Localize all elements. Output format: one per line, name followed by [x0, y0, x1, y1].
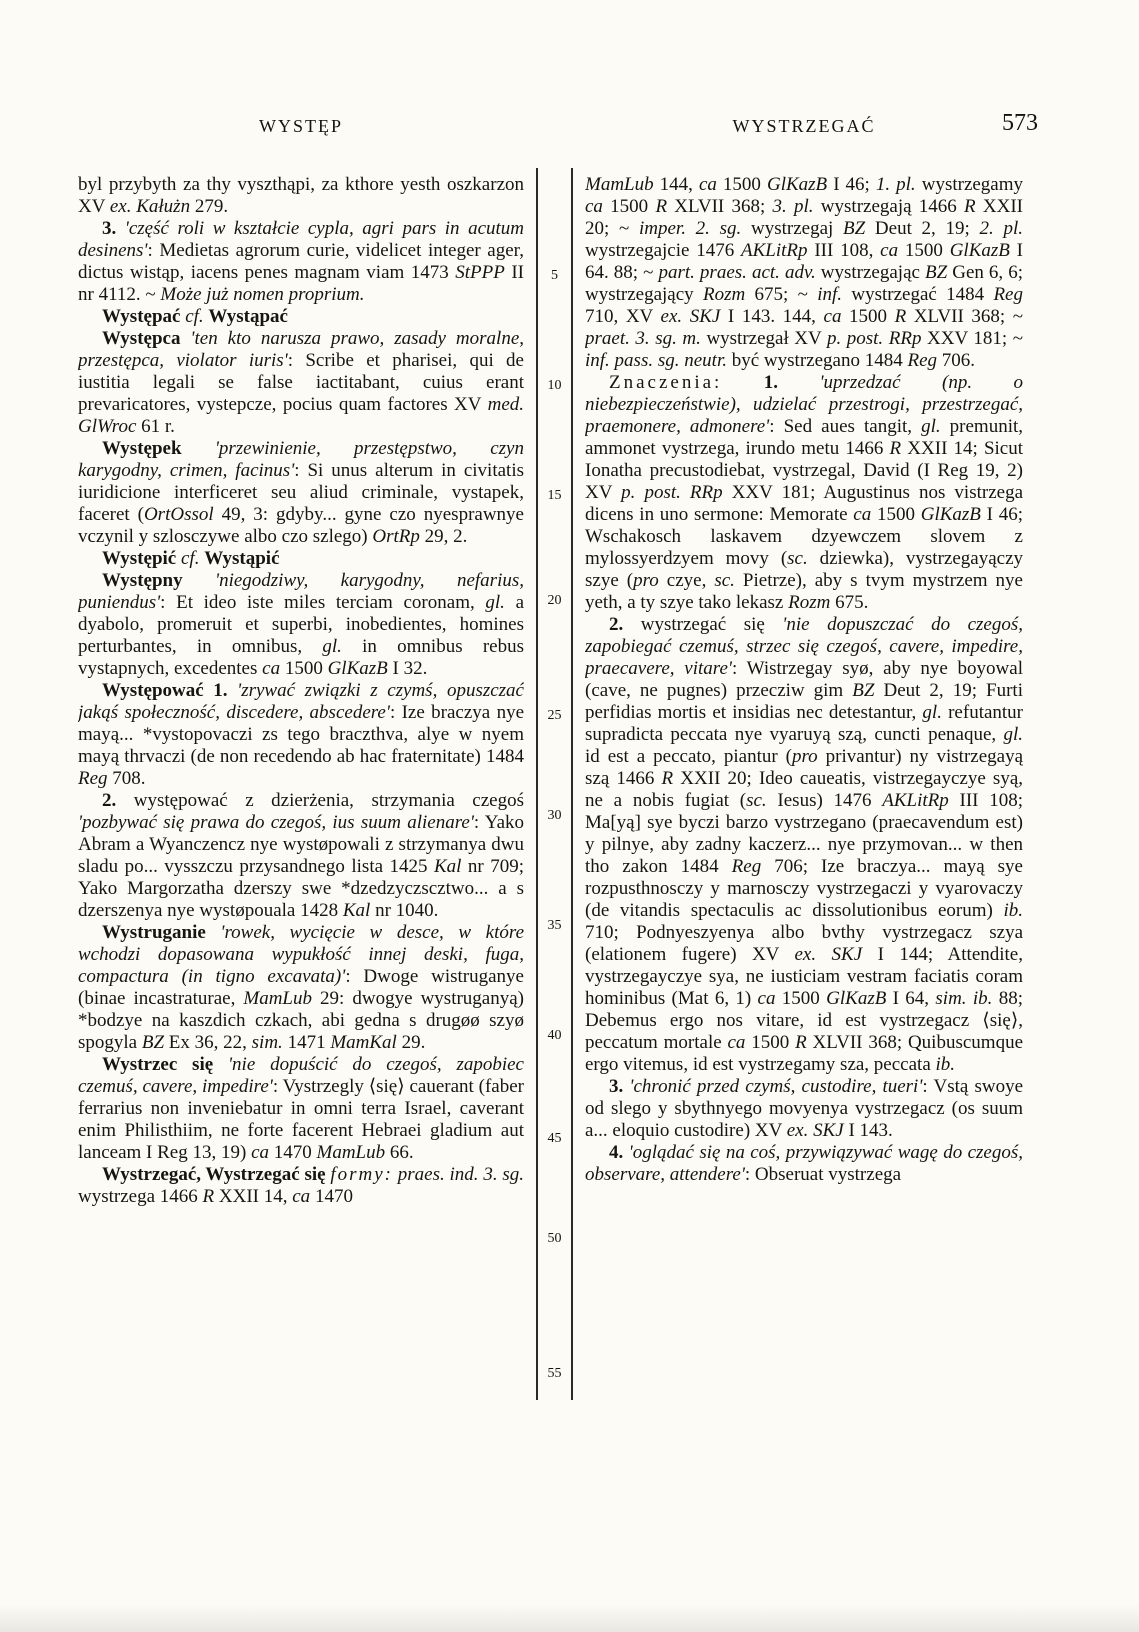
text-segment: Ex 36, 22, — [164, 1032, 252, 1053]
text-segment: 29, 2. — [419, 526, 468, 547]
text-segment: II nr 4112. ~ — [78, 262, 524, 305]
entry-paragraph — [585, 174, 1023, 372]
text-segment: BZ — [843, 218, 866, 239]
text-segment: XXII 14, — [214, 1186, 293, 1207]
text-segment: sc. — [787, 548, 808, 569]
text-segment: I 64, — [886, 988, 936, 1009]
text-segment: 1. pl. — [875, 174, 916, 195]
text-segment: XLVII 368; — [667, 196, 773, 217]
text-segment: cf. — [185, 306, 209, 327]
text-segment: : Sed aues tangit, — [769, 416, 922, 437]
text-segment: 1500 — [775, 988, 827, 1009]
text-segment: BZ — [924, 262, 948, 283]
text-segment: R — [889, 438, 902, 459]
right-column — [585, 174, 1023, 1404]
text-segment: 706. — [937, 350, 976, 371]
page-number: 573 — [1002, 110, 1038, 136]
text-segment: Rozm — [788, 592, 831, 613]
text-segment: I 64. 88; ~ — [585, 240, 1023, 283]
text-segment: 4. — [609, 1142, 629, 1163]
text-segment: 710; Podnyeszyenya albo bvthy vystrzegacz szya (elationem fugere) XV — [585, 922, 1023, 965]
text-segment: Reg — [78, 768, 108, 789]
text-segment: XXII 20; Ideo caueatis, vistrzegayczye syą, ne a nobis fugiat ( — [585, 768, 1023, 811]
entry-paragraph — [78, 1164, 524, 1208]
text-segment: III 108, — [807, 240, 881, 261]
text-segment: GlKazB — [766, 174, 828, 195]
text-segment: gl. — [485, 592, 505, 613]
entry-paragraph — [78, 438, 524, 548]
text-segment: 29. — [396, 1032, 426, 1053]
text-segment: BZ — [141, 1032, 165, 1053]
text-segment: 'rowek, wycięcie w desce, w które wchodzi dopasowana wypukłość innej deski, fuga, compactura (in tigno excavata)' — [78, 922, 524, 987]
text-segment: part. praes. act. adv. — [658, 262, 816, 283]
entry-paragraph — [585, 614, 1023, 1076]
line-number: 30 — [547, 808, 562, 823]
text-segment: : Yako Abram a Wyanczencz nye wystøpowali z strzymanya dwu sladu po... vysszczu przysandnego lista 1425 — [78, 812, 524, 877]
left-column — [78, 174, 524, 1404]
running-head-right: WYSTRZEGAĆ — [732, 116, 876, 136]
line-number: 50 — [547, 1231, 562, 1246]
text-segment: inf. — [817, 284, 843, 305]
line-number: 15 — [547, 488, 562, 503]
entry-paragraph — [78, 306, 524, 328]
text-segment: 'niegodziwy, karygodny, nefarius, puniendus' — [78, 570, 524, 613]
entry-paragraph — [78, 1054, 524, 1164]
text-segment: R — [964, 196, 976, 217]
text-segment: Znaczenia: — [609, 372, 723, 393]
text-segment: Reg — [731, 856, 762, 877]
text-segment: 1470 — [269, 1142, 317, 1163]
text-segment: ca — [823, 306, 842, 327]
text-segment: 'przewinienie, przestępstwo, czyn karygodny, crimen, facinus' — [78, 438, 524, 481]
text-segment: 279. — [190, 196, 229, 217]
text-segment: MamKal — [330, 1032, 397, 1053]
text-segment: gl. — [1003, 724, 1023, 745]
text-segment: AKLitRp — [741, 240, 808, 261]
text-segment: Gen 6, 6; wystrzegający — [585, 262, 1023, 305]
text-segment: GlKazB — [327, 658, 388, 679]
text-segment: gl. — [922, 702, 942, 723]
text-segment: ca — [880, 240, 899, 261]
text-segment: 1500 — [871, 504, 921, 525]
text-segment: BZ — [852, 680, 875, 701]
text-segment: : Si unus alterum in civitatis iuridicione interficeret seu aliud criminale, vystapek, faceret ( — [78, 460, 524, 525]
text-segment: 29: dwogye wystruganyą) *bodzye na kaszdich czkach, abi gedna s drugøø szyø spogyla — [78, 988, 524, 1053]
text-segment: I 144; Attendite, vystrzegayczye sya, ne iusticiam vestram faciatis coram hominibus (Mat 6, 1) — [585, 944, 1023, 1009]
text-segment: 2. — [102, 790, 134, 811]
text-segment: wystrzegamy — [915, 174, 1023, 195]
line-number: 45 — [547, 1131, 562, 1146]
text-segment: Reg — [993, 284, 1023, 305]
text-segment: dziewka), vystrzegayączy szye ( — [585, 548, 1023, 591]
text-segment: Wystruganie — [102, 922, 221, 943]
text-segment: : Obseruat vystrzega — [744, 1164, 902, 1185]
text-segment: sim. ib. — [935, 988, 993, 1009]
text-segment: Występca — [102, 328, 191, 349]
text-segment: 'część roli w kształcie cypla, agri pars in acutum desinens' — [78, 218, 524, 261]
text-segment: R — [894, 306, 907, 327]
text-segment: ex. SKJ — [786, 1120, 844, 1141]
text-segment: ca — [757, 988, 776, 1009]
text-segment: OrtOssol — [143, 504, 214, 525]
text-segment: Deut 2, 19; Furti perfidias mortis et insidias nec detestantur, — [585, 680, 1023, 723]
text-segment: XLVII 368; ~ — [906, 306, 1023, 327]
text-segment: : Vystrzegly ⟨się⟩ cauerant (faber ferrarius non inveniebatur in omni terra Israel, caverant enim Philisthiim, ne forte facerent Hebraei gladium aut lanceam I Reg 13, 19) — [78, 1076, 524, 1163]
text-segment: Wystrzegać, Wystrzegać się — [102, 1164, 331, 1185]
text-segment: 3. — [102, 218, 125, 239]
text-segment: ex. SKJ — [660, 306, 721, 327]
text-segment: R — [202, 1186, 215, 1207]
text-segment: : Wistrzegay syø, aby nye boyowal (cave, ne pugnes) przecziw gim — [585, 658, 1023, 701]
text-segment: Wystąpać — [208, 306, 288, 327]
text-segment: 2. — [609, 614, 641, 635]
text-segment: AKLitRp — [882, 790, 949, 811]
text-segment: 1500 — [745, 1032, 796, 1053]
text-segment: R — [655, 196, 668, 217]
text-segment: wystrzegajcie 1476 — [585, 240, 742, 261]
text-segment: nr 709; Yako Margorzatha dzerszy swe *dzedzyczscztwo... a s dzerszenya nye wystøpouala 1428 — [78, 856, 524, 921]
entry-paragraph — [585, 1076, 1023, 1142]
text-segment: ib. — [935, 1054, 956, 1075]
text-segment: I 32. — [387, 658, 428, 679]
line-number: 55 — [547, 1366, 562, 1381]
text-segment: 61 r. — [136, 416, 175, 437]
text-segment: ex. Kałużn — [109, 196, 191, 217]
text-segment: występować z dzierżenia, strzymania czegoś — [133, 790, 524, 811]
text-segment: : Ize braczya nye mayą... *vystopovaczi zs tego braczthva, alye w nyem mayą thrvaczi (de non recedendo ab hac fraternitate) 1484 — [78, 702, 524, 767]
text-segment: ca — [698, 174, 717, 195]
text-segment: inf. pass. sg. neutr. — [585, 350, 727, 371]
text-segment: XXV 181; ~ — [921, 328, 1023, 349]
text-segment: a dyabolo, promeruit et superbi, inobedientes, homines perturbantes, in omnibus, — [78, 592, 524, 657]
text-segment: privantur) ny vistrzegayą szą 1466 — [585, 746, 1023, 789]
text-segment: ca — [262, 658, 281, 679]
text-segment: wystrzega 1466 — [78, 1186, 203, 1207]
text-segment: Wystrzec się — [102, 1054, 228, 1075]
text-segment: Występić — [102, 548, 181, 569]
text-segment: 66. — [385, 1142, 414, 1163]
text-segment: refutantur supradicta peccata nye vyaruyą szą, cuncti penaque, — [585, 702, 1023, 745]
text-segment: Może już nomen proprium. — [160, 284, 365, 305]
text-segment: Kal — [433, 856, 462, 877]
running-head-left: WYSTĘP — [259, 116, 343, 136]
text-segment: 3. — [609, 1076, 630, 1097]
text-segment: 1500 — [602, 196, 656, 217]
text-segment: Kal — [342, 900, 371, 921]
text-segment: I 143. — [843, 1120, 893, 1141]
text-segment: XLVII 368; Quibuscumque ergo vitemus, id est vystrzegamy sza, peccata — [585, 1032, 1023, 1075]
line-number: 25 — [547, 708, 562, 723]
text-segment: MamLub — [316, 1142, 386, 1163]
text-segment: MamLub — [243, 988, 312, 1009]
text-segment: id est a peccato, piantur ( — [585, 746, 792, 767]
text-segment: 'pozbywać się prawa do czegoś, ius suum alienare' — [78, 812, 474, 833]
text-segment: XXV 181; Augustinus nos vistrzega dicens in uno sermone: Memorate — [585, 482, 1023, 525]
text-segment: być wystrzegano 1484 — [727, 350, 908, 371]
text-segment: Wystąpić — [204, 548, 280, 569]
text-segment: 675; ~ — [745, 284, 818, 305]
text-segment: ca — [727, 1032, 746, 1053]
text-segment: gl. — [921, 416, 941, 437]
scan-edge-shadow — [0, 1604, 1139, 1632]
line-number: 5 — [551, 268, 558, 283]
text-segment: 'oglądać się na coś, przywiązywać wagę do czegoś, observare, attendere' — [585, 1142, 1023, 1185]
text-segment: 675. — [830, 592, 869, 613]
text-segment: 3. pl. — [772, 196, 814, 217]
text-segment: GlKazB — [949, 240, 1010, 261]
text-segment: XXII 20; ~ — [585, 196, 1023, 239]
line-number: 20 — [547, 593, 562, 608]
text-segment: Rozm — [702, 284, 746, 305]
text-segment: 'zrywać związki z czymś, opuszczać jakąś społeczność, discedere, abscedere' — [78, 680, 524, 723]
entry-paragraph — [78, 548, 524, 570]
text-segment: byl przybyth za thy vyszthąpi, za kthore yesth oszkarzon XV — [78, 174, 524, 217]
column-divider-right — [571, 168, 573, 1400]
text-segment: ib. — [1003, 900, 1023, 921]
text-segment: 2. pl. — [979, 218, 1023, 239]
text-segment: wystrzegają 1466 — [813, 196, 965, 217]
entry-paragraph — [78, 570, 524, 680]
text-segment: ca — [292, 1186, 311, 1207]
line-number: 35 — [547, 918, 562, 933]
text-segment: 1500 — [841, 306, 895, 327]
text-segment: OrtRp — [372, 526, 420, 547]
text-segment: ex. SKJ — [794, 944, 863, 965]
text-segment: sc. — [714, 570, 735, 591]
text-segment: GlKazB — [920, 504, 981, 525]
text-segment: pro — [791, 746, 818, 767]
text-segment: p. post. RRp — [621, 482, 723, 503]
text-segment: XXII 14; Sicut Ionatha precustodiebat, vystrzegal, David (I Reg 19, 2) XV — [585, 438, 1023, 503]
text-segment: StPPP — [455, 262, 505, 283]
text-segment: ca — [853, 504, 872, 525]
text-segment: GlKazB — [826, 988, 887, 1009]
text-segment: : Vstą swoye od slego y sbythnyego movyenya vystrzegacz (os suum a... eloquio custodire) XV — [585, 1076, 1023, 1141]
text-segment: 49, 3: gdyby... gyne czo nyesprawnye vczynil y szlosczywe albo czo szlego) — [78, 504, 524, 547]
text-segment: in omnibus rebus vystapnych, excedentes — [78, 636, 524, 679]
text-segment: imper. 2. sg. — [638, 218, 742, 239]
text-segment: Występny — [102, 570, 215, 591]
text-segment: : Scribe et pharisei, qui de iustitia legali se false iactitabant, cuius erant prevaricatores, vystepcze, pocius quam factores XV — [78, 350, 524, 415]
text-segment: Deut 2, 19; — [865, 218, 980, 239]
text-segment: 'ten kto narusza prawo, zasady moralne, przestępca, violator iuris' — [78, 328, 524, 371]
text-segment: : Medietas agrorum curie, videlicet integer ager, dictus wistąp, iacens penes magnam viam 1473 — [78, 240, 524, 283]
text-segment: : Et ideo iste miles terciam coronam, — [160, 592, 486, 613]
text-segment: 'chronić przed czymś, custodire, tueri' — [629, 1076, 923, 1097]
text-segment: premunit, ammonet vystrzega, irundo metu 1466 — [585, 416, 1023, 459]
text-segment: 1471 — [282, 1032, 331, 1053]
line-number: 40 — [547, 1028, 562, 1043]
text-segment: 710, XV — [585, 306, 661, 327]
text-segment: med. GlWroc — [78, 394, 524, 437]
text-segment: p. post. RRp — [826, 328, 922, 349]
text-segment: wystrzegać się — [640, 614, 783, 635]
text-segment: 88; Debemus ergo nos vitare, id est vystrzegacz ⟨się⟩, peccatum mortale — [585, 988, 1023, 1053]
text-segment: praes. ind. 3. sg. — [397, 1164, 524, 1185]
text-segment: 'nie dopuszczać do czegoś, zapobiegać czemuś, strzec się czegoś, cavere, impedire, praecavere, vitare' — [585, 614, 1023, 679]
text-segment: formy: — [330, 1164, 393, 1185]
text-segment: I 46; — [827, 174, 876, 195]
text-segment: R — [795, 1032, 807, 1053]
text-segment: czye, — [658, 570, 715, 591]
text-segment: Reg — [907, 350, 938, 371]
text-segment: wystrzegał XV — [700, 328, 827, 349]
text-segment: 1500 — [280, 658, 328, 679]
text-segment: gl. — [322, 636, 342, 657]
entry-paragraph — [78, 218, 524, 306]
text-segment: I 46; Wschakosch laskavem dzyewczem slovem z mylossyerdzyem movy ( — [585, 504, 1023, 569]
text-segment: MamLub — [585, 174, 654, 195]
text-segment: III 108; Ma[yą] sye byczi barzo vystrzegano (praecavendum est) y pilnye, aby zadny kaczerz... nye przymovan... w then tho zakon 1484 — [585, 790, 1023, 877]
entry-paragraph — [585, 1142, 1023, 1186]
text-segment: 'nie dopuścić do czegoś, zapobiec czemuś, cavere, impedire' — [78, 1054, 524, 1097]
text-segment: 708. — [107, 768, 146, 789]
text-segment: Występek — [102, 438, 215, 459]
text-segment: cf. — [180, 548, 205, 569]
text-segment: sim. — [251, 1032, 283, 1053]
text-segment: 1. — [763, 372, 820, 393]
text-segment: ca — [251, 1142, 269, 1163]
text-segment: Iesus) 1476 — [766, 790, 883, 811]
entry-paragraph — [78, 174, 524, 218]
text-segment — [722, 372, 763, 393]
text-segment: pro — [633, 570, 659, 591]
text-segment: 706; Ize braczya... mayą sye rozpusthnosczy y marnosczy vystrzegaczi y vyarovaczy (de vitandis spectaculis ac dissolutionibus eorum) — [585, 856, 1023, 921]
text-segment: I 143. 144, — [720, 306, 824, 327]
text-segment: Pietrze), aby s tvym mystrzem nye yeth, a ty szye tako lekasz — [585, 570, 1023, 613]
text-segment: wystrzegaj — [741, 218, 844, 239]
entry-paragraph — [585, 372, 1023, 614]
text-segment: Występać — [102, 306, 186, 327]
entry-paragraph — [78, 680, 524, 790]
entry-paragraph — [78, 922, 524, 1054]
entry-paragraph — [78, 328, 524, 438]
text-segment: praet. 3. sg. m. — [585, 328, 701, 349]
text-segment: : Dwoge wistruganye (binae incastraturae, — [78, 966, 524, 1009]
text-segment: sc. — [746, 790, 767, 811]
entry-paragraph — [78, 790, 524, 922]
line-number-gutter — [538, 0, 571, 1632]
text-segment: R — [661, 768, 674, 789]
text-segment: Występować 1. — [102, 680, 238, 701]
text-segment: wystrzegać 1484 — [842, 284, 994, 305]
text-segment: ca — [585, 196, 603, 217]
text-segment: 1470 — [310, 1186, 353, 1207]
text-segment: nr 1040. — [370, 900, 439, 921]
text-segment: 1500 — [898, 240, 950, 261]
text-segment: wystrzegając — [815, 262, 925, 283]
text-segment: 144, — [653, 174, 699, 195]
text-segment: 'uprzedzać (np. o niebezpieczeństwie), udzielać przestrogi, przestrzegać, praemonere, admonere' — [585, 372, 1023, 437]
line-number: 10 — [547, 378, 562, 393]
text-segment: 1500 — [716, 174, 767, 195]
